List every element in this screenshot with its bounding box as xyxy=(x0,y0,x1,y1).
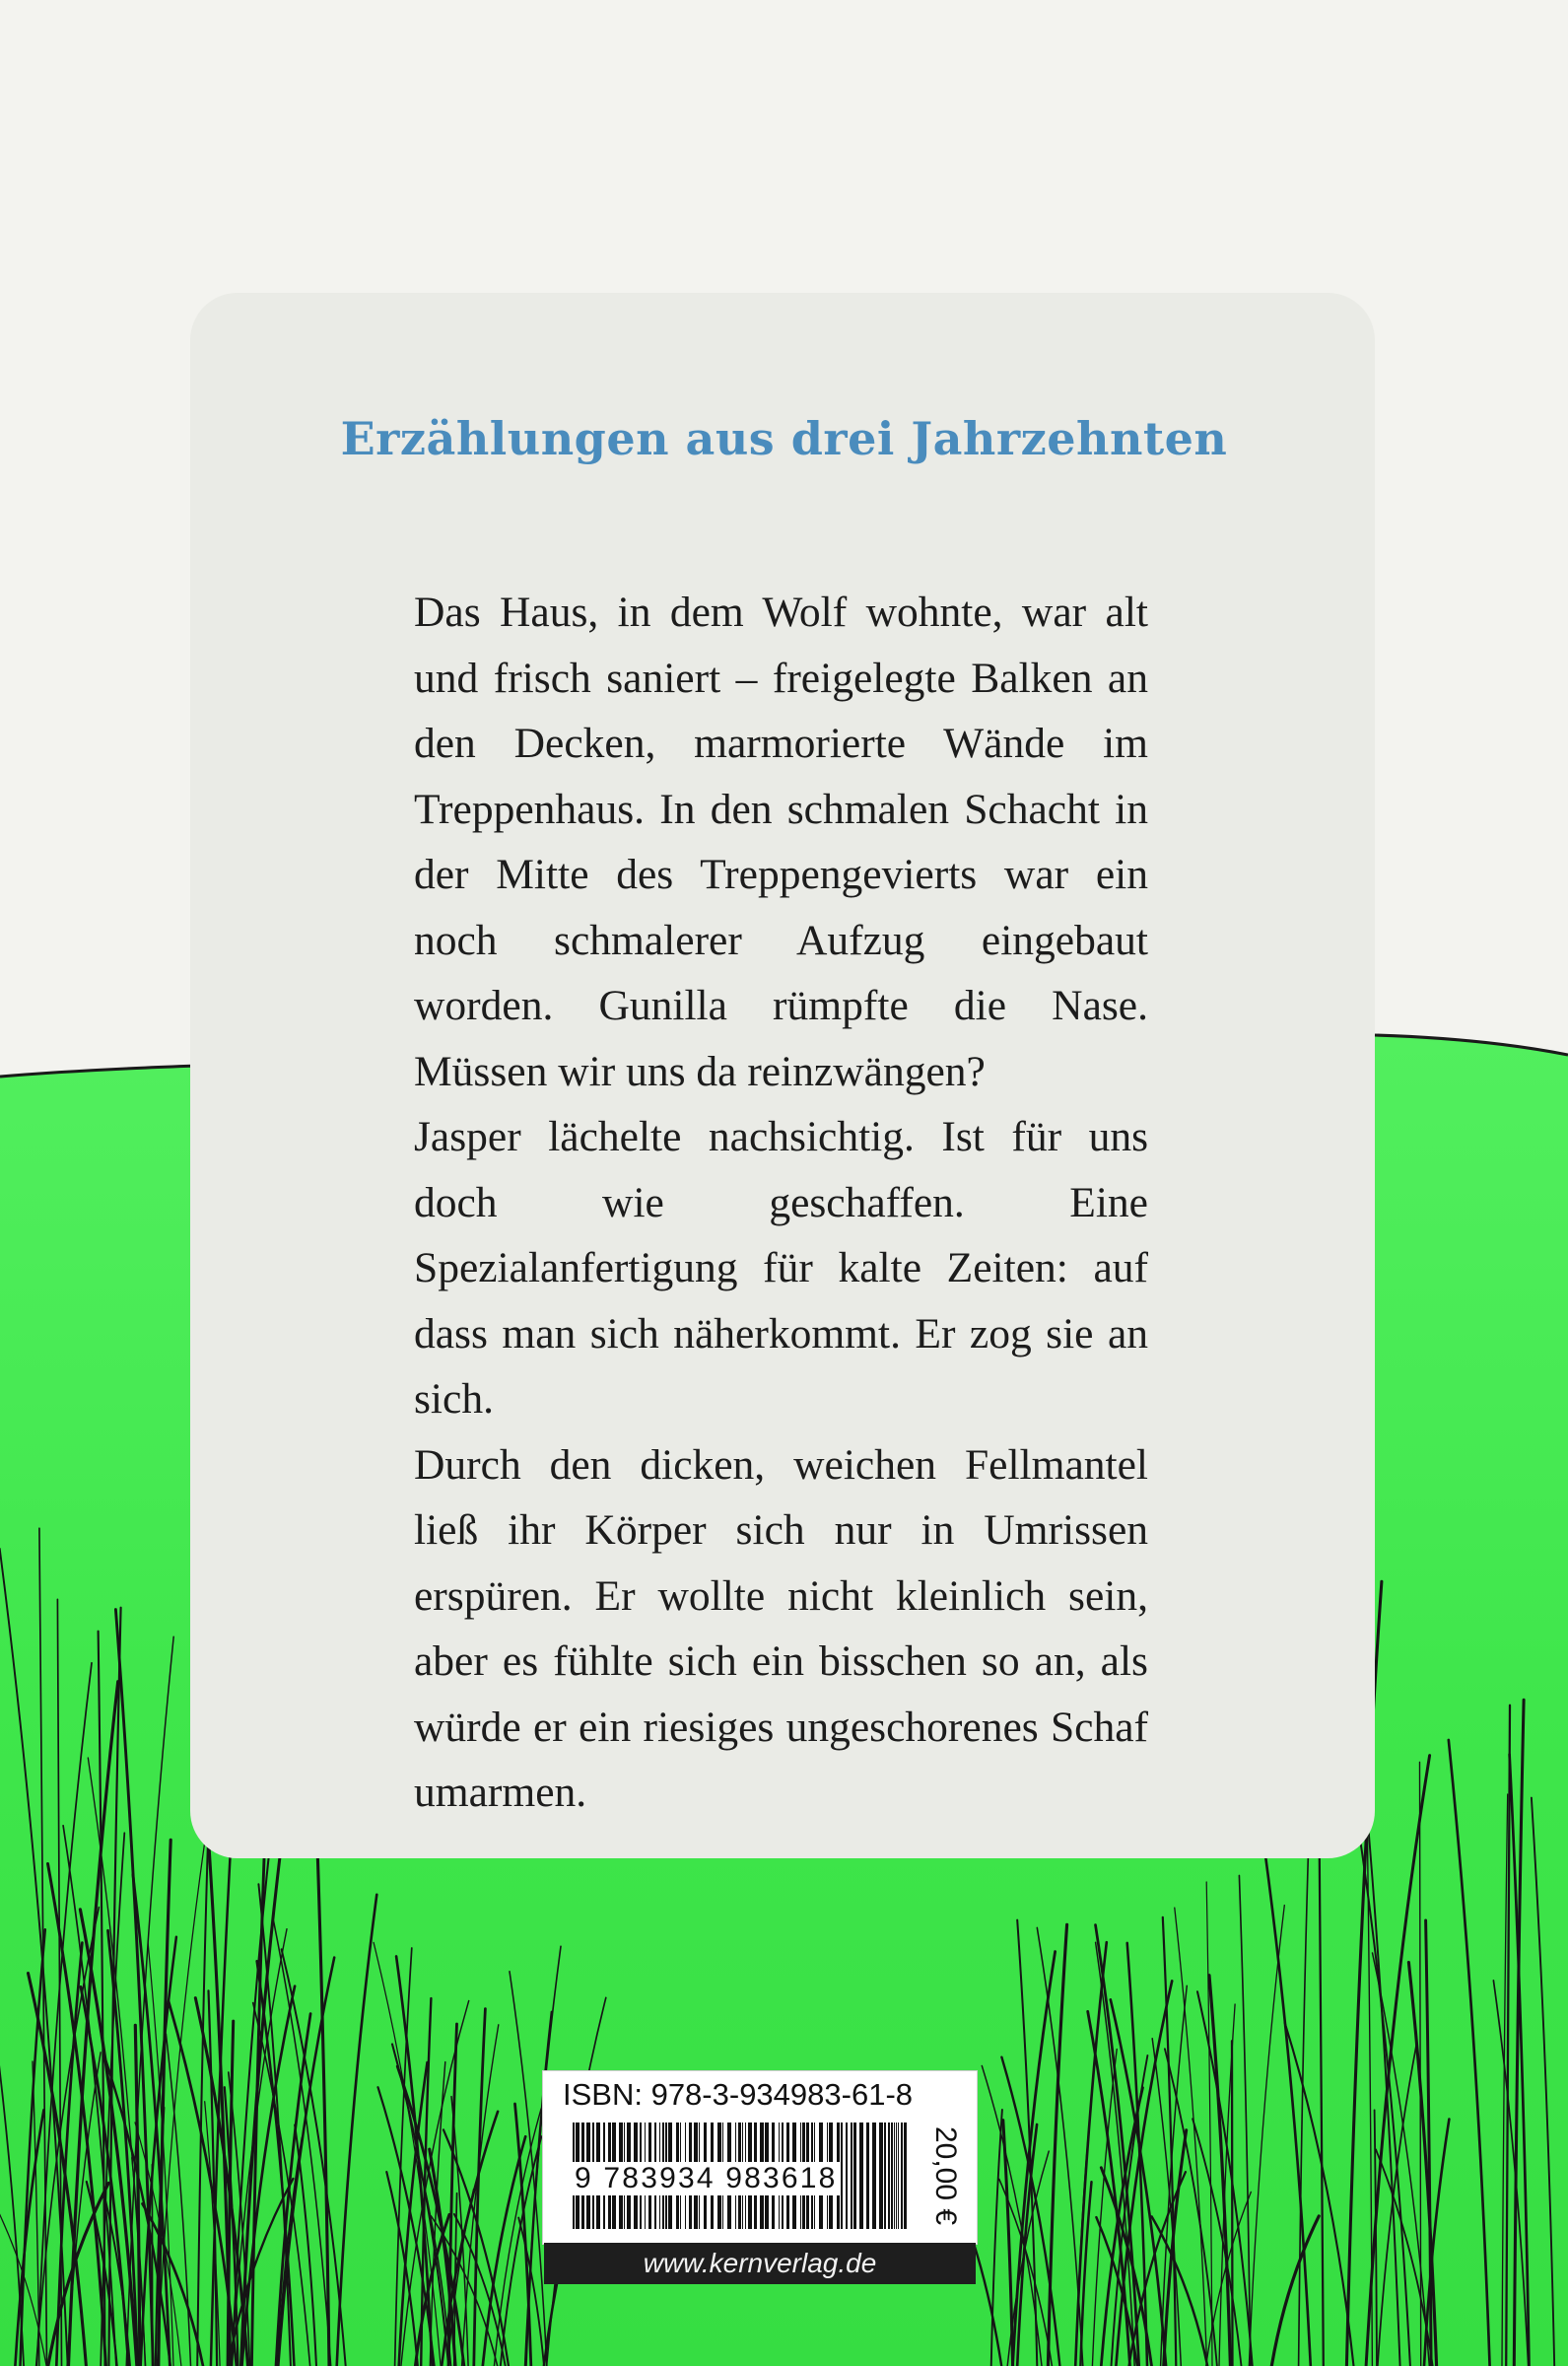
barcode-bar xyxy=(846,2122,848,2229)
barcode-bar xyxy=(898,2122,899,2229)
website-url: www.kernverlag.de xyxy=(643,2248,877,2278)
barcode-bar xyxy=(901,2122,903,2229)
website-bar xyxy=(544,2243,976,2284)
blurb-paragraph-3: Durch den dicken, weichen Fellmantel ließ ihr Körper sich nur in Umrissen erspüren. Er wollte nicht kleinlich sein, aber es fühlte sich ein bisschen so an, als würde er ein riesiges ungeschorenes Schaf umarmen. xyxy=(414,1440,1148,1816)
blurb-paragraph-2: Jasper lächelte nachsichtig. Ist für uns doch wie geschaffen. Eine Spezialanfertigung für kalte Zeiten: auf dass man sich näherkommt. Er zog sie an sich. xyxy=(414,1113,1148,1423)
blurb-text xyxy=(414,580,1148,1826)
blurb-paragraph-1: Das Haus, in dem Wolf wohnte, war alt und frisch saniert – freigelegte Balken an den Decken, marmorierte Wände im Treppenhaus. In den schmalen Schacht in der Mitte des Treppengevierts war ein noch schmalerer Aufzug eingebaut worden. Gunilla rümpfte die Nase. Müssen wir uns da reinzwängen? xyxy=(414,589,1148,1095)
barcode-bar xyxy=(853,2122,856,2229)
price-text: 20,00 € xyxy=(929,2125,962,2226)
isbn-label: ISBN: 978-3-934983-61-8 xyxy=(563,2077,914,2112)
barcode-bar xyxy=(872,2122,876,2229)
isbn-barcode-box xyxy=(542,2070,978,2245)
barcode-bar xyxy=(841,2122,843,2229)
barcode-bar xyxy=(879,2122,883,2229)
barcode-bar xyxy=(894,2122,895,2229)
barcode-bar xyxy=(896,2122,897,2229)
grass-blade xyxy=(1232,2041,1233,2366)
barcode-bar xyxy=(888,2122,890,2229)
barcode-bar xyxy=(866,2122,869,2229)
barcode-bar xyxy=(891,2122,893,2229)
subtitle-heading: Erzählungen aus drei Jahrzehnten xyxy=(340,412,1228,465)
barcode-bar xyxy=(904,2122,907,2229)
price-label xyxy=(925,2125,965,2226)
barcode-bar xyxy=(851,2122,852,2229)
barcode-digits: 9 783934 983618 xyxy=(575,2162,838,2194)
barcode-bar xyxy=(884,2122,886,2229)
barcode-bar xyxy=(859,2122,863,2229)
